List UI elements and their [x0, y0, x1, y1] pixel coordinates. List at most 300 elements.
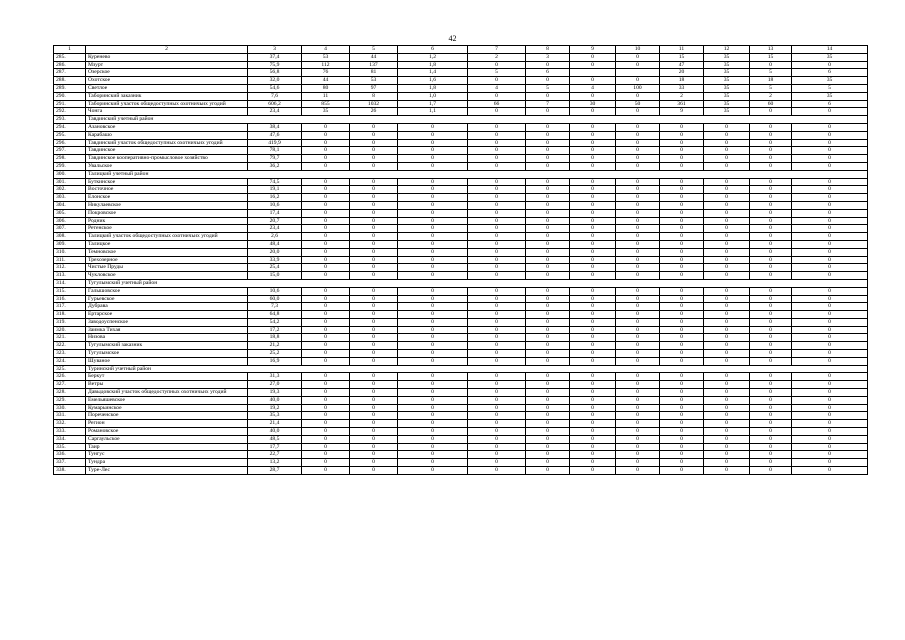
ground-name-cell: Беркут: [86, 373, 248, 381]
value-cell: 48,5: [248, 435, 302, 443]
value-cell: 0: [792, 272, 868, 280]
value-cell: 6: [526, 69, 570, 77]
value-cell: 0: [704, 404, 750, 412]
value-cell: 0: [398, 131, 468, 139]
value-cell: 0: [398, 155, 468, 163]
value-cell: 0: [350, 420, 398, 428]
value-cell: 0: [398, 162, 468, 170]
value-cell: 0: [398, 459, 468, 467]
district-heading: Тугулымский учетный район: [86, 279, 868, 287]
column-number-cell: 13: [750, 46, 792, 54]
column-number-cell: 8: [526, 46, 570, 54]
ground-name-cell: Низова: [86, 334, 248, 342]
value-cell: 7: [526, 100, 570, 108]
value-cell: 0: [792, 303, 868, 311]
value-cell: 5: [526, 84, 570, 92]
value-cell: 0: [704, 420, 750, 428]
ground-name-cell: Чистые Пруды: [86, 264, 248, 272]
value-cell: 0: [350, 303, 398, 311]
row-number-cell: 316.: [54, 295, 86, 303]
row-number-cell: 335.: [54, 443, 86, 451]
value-cell: 0: [660, 428, 704, 436]
value-cell: 0: [704, 194, 750, 202]
row-number-cell: 323.: [54, 350, 86, 358]
value-cell: 0: [398, 295, 468, 303]
value-cell: 81: [350, 69, 398, 77]
district-heading: Туринский учетный район: [86, 365, 868, 373]
value-cell: 0: [526, 61, 570, 69]
value-cell: 0: [526, 350, 570, 358]
value-cell: 0: [660, 350, 704, 358]
value-cell: 0: [570, 334, 616, 342]
page-number: 42: [448, 34, 457, 43]
table-row: [54, 162, 868, 170]
value-cell: 0: [350, 295, 398, 303]
value-cell: 0: [398, 451, 468, 459]
value-cell: 0: [750, 217, 792, 225]
value-cell: 0: [660, 131, 704, 139]
value-cell: 0: [570, 162, 616, 170]
value-cell: 0: [750, 233, 792, 241]
value-cell: 0: [570, 201, 616, 209]
value-cell: 10,6: [248, 287, 302, 295]
value-cell: 0: [704, 217, 750, 225]
value-cell: 25,2: [248, 350, 302, 358]
value-cell: 0: [660, 396, 704, 404]
table-row: [54, 123, 868, 131]
value-cell: 0: [398, 303, 468, 311]
value-cell: 0: [704, 248, 750, 256]
row-number-cell: 309.: [54, 240, 86, 248]
value-cell: 0: [350, 240, 398, 248]
value-cell: 0: [526, 217, 570, 225]
value-cell: 0: [750, 326, 792, 334]
row-number-cell: 298.: [54, 155, 86, 163]
value-cell: 0: [792, 240, 868, 248]
row-number-cell: 306.: [54, 217, 86, 225]
value-cell: 0: [468, 139, 526, 147]
district-heading: Тавдинский учетный район: [86, 116, 868, 124]
ground-name-cell: Заимка Тихая: [86, 326, 248, 334]
value-cell: 1032: [350, 100, 398, 108]
value-cell: 0: [616, 350, 660, 358]
value-cell: 0: [468, 61, 526, 69]
row-number-cell: 318.: [54, 311, 86, 319]
value-cell: 40,0: [248, 396, 302, 404]
value-cell: 0: [660, 373, 704, 381]
value-cell: 15: [750, 53, 792, 61]
value-cell: 35: [792, 92, 868, 100]
value-cell: 0: [350, 311, 398, 319]
value-cell: 0: [704, 287, 750, 295]
value-cell: 0: [350, 459, 398, 467]
value-cell: 0: [704, 389, 750, 397]
value-cell: 0: [750, 225, 792, 233]
table-row: [54, 412, 868, 420]
value-cell: 0: [468, 77, 526, 85]
value-cell: 10,6: [248, 201, 302, 209]
value-cell: 0: [350, 357, 398, 365]
value-cell: 35: [704, 84, 750, 92]
value-cell: 0: [398, 428, 468, 436]
value-cell: 0: [398, 357, 468, 365]
value-cell: 0: [792, 334, 868, 342]
value-cell: 0: [616, 139, 660, 147]
ground-name-cell: Буткинское: [86, 178, 248, 186]
table-row: [54, 373, 868, 381]
value-cell: 0: [468, 186, 526, 194]
value-cell: 0: [660, 248, 704, 256]
value-cell: 60,0: [248, 295, 302, 303]
ground-name-cell: Тавдинское кооперативно-промысловое хозяйство: [86, 155, 248, 163]
value-cell: 0: [616, 92, 660, 100]
table-row: [54, 108, 868, 116]
ground-name-cell: Емельяшевское: [86, 396, 248, 404]
value-cell: 48,4: [248, 240, 302, 248]
value-cell: 20: [660, 69, 704, 77]
row-number-cell: 317.: [54, 303, 86, 311]
row-number-cell: 292.: [54, 108, 86, 116]
value-cell: 0: [526, 77, 570, 85]
row-number-cell: 315.: [54, 287, 86, 295]
value-cell: 0: [526, 162, 570, 170]
value-cell: 0: [570, 318, 616, 326]
value-cell: 0: [570, 350, 616, 358]
value-cell: 5: [750, 69, 792, 77]
value-cell: 0: [616, 389, 660, 397]
value-cell: 0: [660, 225, 704, 233]
ground-name-cell: Ветры: [86, 381, 248, 389]
value-cell: 0: [750, 256, 792, 264]
table-row: [54, 186, 868, 194]
value-cell: 0: [616, 435, 660, 443]
value-cell: 0: [616, 108, 660, 116]
value-cell: 0: [468, 467, 526, 475]
value-cell: 0: [750, 334, 792, 342]
value-cell: 0: [468, 295, 526, 303]
value-cell: 0: [526, 326, 570, 334]
ground-name-cell: Тунгус: [86, 451, 248, 459]
value-cell: 35: [792, 77, 868, 85]
value-cell: 0: [704, 373, 750, 381]
value-cell: 0: [704, 428, 750, 436]
value-cell: 0: [792, 318, 868, 326]
value-cell: 0: [398, 420, 468, 428]
value-cell: 0: [616, 373, 660, 381]
row-number-cell: 328.: [54, 389, 86, 397]
value-cell: 0: [660, 295, 704, 303]
value-cell: 66: [468, 100, 526, 108]
value-cell: 1,8: [398, 61, 468, 69]
value-cell: 0: [750, 61, 792, 69]
ground-name-cell: Покровское: [86, 209, 248, 217]
value-cell: 0: [526, 459, 570, 467]
row-number-cell: 291.: [54, 100, 86, 108]
row-number-cell: 294.: [54, 123, 86, 131]
value-cell: 0: [750, 131, 792, 139]
row-number-cell: 296.: [54, 139, 86, 147]
value-cell: 35: [704, 69, 750, 77]
value-cell: 0: [660, 451, 704, 459]
value-cell: 50: [616, 100, 660, 108]
value-cell: 0: [616, 303, 660, 311]
value-cell: 1,2: [398, 53, 468, 61]
ground-name-cell: Давыдовский участок общедоступных охотничьих угодий: [86, 389, 248, 397]
table-row: [54, 318, 868, 326]
value-cell: 2: [468, 53, 526, 61]
table-row: [54, 287, 868, 295]
ground-name-cell: Азановское: [86, 123, 248, 131]
value-cell: 0: [750, 350, 792, 358]
value-cell: 4: [468, 84, 526, 92]
column-number-cell: 11: [660, 46, 704, 54]
value-cell: 0: [350, 155, 398, 163]
value-cell: 0: [468, 350, 526, 358]
value-cell: 0: [616, 451, 660, 459]
ground-name-cell: Трехозерное: [86, 256, 248, 264]
value-cell: 0: [750, 162, 792, 170]
value-cell: 0: [526, 357, 570, 365]
value-cell: 0: [792, 342, 868, 350]
value-cell: 0: [398, 178, 468, 186]
value-cell: 37,4: [248, 53, 302, 61]
value-cell: 0: [704, 123, 750, 131]
value-cell: 0: [570, 225, 616, 233]
value-cell: 0: [616, 295, 660, 303]
ground-name-cell: Ертарское: [86, 311, 248, 319]
value-cell: 33: [660, 84, 704, 92]
value-cell: 0: [350, 194, 398, 202]
ground-name-cell: Пореченское: [86, 412, 248, 420]
value-cell: 0: [302, 373, 350, 381]
value-cell: 17,7: [248, 443, 302, 451]
district-heading: Талицкий учетный район: [86, 170, 868, 178]
value-cell: 0: [704, 303, 750, 311]
value-cell: 0: [704, 357, 750, 365]
value-cell: 0: [616, 240, 660, 248]
table-row: [54, 264, 868, 272]
value-cell: 0: [526, 272, 570, 280]
value-cell: 17,2: [248, 326, 302, 334]
value-cell: 0: [792, 139, 868, 147]
section-row: [54, 116, 868, 124]
value-cell: 0: [302, 428, 350, 436]
value-cell: 0: [570, 357, 616, 365]
value-cell: 606,2: [248, 100, 302, 108]
value-cell: 16,2: [248, 194, 302, 202]
value-cell: 0: [526, 131, 570, 139]
value-cell: 0: [750, 420, 792, 428]
row-number-cell: 304.: [54, 201, 86, 209]
value-cell: 11: [302, 92, 350, 100]
table-row: [54, 77, 868, 85]
table-row: [54, 357, 868, 365]
value-cell: 9: [660, 108, 704, 116]
value-cell: 0: [302, 311, 350, 319]
value-cell: 0: [570, 459, 616, 467]
value-cell: 0: [350, 123, 398, 131]
value-cell: 47: [660, 61, 704, 69]
value-cell: 0: [350, 467, 398, 475]
value-cell: 5: [792, 84, 868, 92]
row-number-cell: 303.: [54, 194, 86, 202]
table-row: [54, 389, 868, 397]
value-cell: 0: [616, 264, 660, 272]
table-row: [54, 92, 868, 100]
value-cell: 0: [350, 396, 398, 404]
value-cell: 0: [468, 404, 526, 412]
value-cell: 0: [350, 428, 398, 436]
value-cell: 361: [660, 100, 704, 108]
value-cell: 0: [526, 155, 570, 163]
column-number-cell: 5: [350, 46, 398, 54]
ground-name-cell: Романовское: [86, 428, 248, 436]
value-cell: 0: [350, 287, 398, 295]
value-cell: 0: [616, 147, 660, 155]
value-cell: 0: [570, 147, 616, 155]
value-cell: 0: [350, 451, 398, 459]
value-cell: 0: [704, 350, 750, 358]
value-cell: 0: [570, 373, 616, 381]
value-cell: 0: [570, 389, 616, 397]
value-cell: 0: [350, 404, 398, 412]
value-cell: 0: [398, 443, 468, 451]
value-cell: 0: [704, 155, 750, 163]
value-cell: 0: [792, 311, 868, 319]
value-cell: 0: [660, 194, 704, 202]
value-cell: 0: [398, 123, 468, 131]
value-cell: 3: [526, 53, 570, 61]
value-cell: 0: [302, 342, 350, 350]
table-row: [54, 334, 868, 342]
value-cell: 36,2: [248, 162, 302, 170]
value-cell: 0: [792, 178, 868, 186]
ground-name-cell: Таир: [86, 443, 248, 451]
value-cell: 0: [526, 295, 570, 303]
value-cell: 0: [350, 147, 398, 155]
value-cell: 0: [398, 311, 468, 319]
value-cell: 0: [750, 194, 792, 202]
value-cell: 0: [660, 435, 704, 443]
value-cell: 0: [570, 287, 616, 295]
value-cell: 0: [660, 217, 704, 225]
row-number-cell: 286.: [54, 61, 86, 69]
row-number-cell: 334.: [54, 435, 86, 443]
table-row: [54, 201, 868, 209]
value-cell: 0: [750, 201, 792, 209]
value-cell: 19,2: [248, 404, 302, 412]
row-number-cell: 331.: [54, 412, 86, 420]
value-cell: 0: [350, 225, 398, 233]
value-cell: 15: [660, 53, 704, 61]
row-number-cell: 299.: [54, 162, 86, 170]
value-cell: 0: [750, 248, 792, 256]
table-row: [54, 194, 868, 202]
value-cell: 0: [570, 217, 616, 225]
row-number-cell: 285.: [54, 53, 86, 61]
value-cell: 1,7: [398, 100, 468, 108]
value-cell: 0: [526, 139, 570, 147]
ground-name-cell: Увальское: [86, 162, 248, 170]
value-cell: 0: [468, 381, 526, 389]
value-cell: 0: [468, 108, 526, 116]
value-cell: 0: [398, 334, 468, 342]
ground-name-cell: Охотское: [86, 77, 248, 85]
row-number-cell: 319.: [54, 318, 86, 326]
value-cell: 0: [350, 131, 398, 139]
value-cell: 0: [570, 61, 616, 69]
value-cell: 0: [302, 131, 350, 139]
value-cell: 0: [350, 381, 398, 389]
value-cell: 0: [660, 123, 704, 131]
value-cell: 0: [302, 318, 350, 326]
table-row: [54, 256, 868, 264]
value-cell: 0: [302, 256, 350, 264]
value-cell: 0: [468, 428, 526, 436]
value-cell: 0: [398, 147, 468, 155]
value-cell: 0: [570, 311, 616, 319]
value-cell: 6: [792, 69, 868, 77]
value-cell: 18: [750, 77, 792, 85]
value-cell: 0: [570, 209, 616, 217]
value-cell: 0: [616, 209, 660, 217]
value-cell: 0: [350, 162, 398, 170]
value-cell: 60: [750, 100, 792, 108]
value-cell: 0: [750, 357, 792, 365]
value-cell: 0: [350, 272, 398, 280]
value-cell: 0: [750, 295, 792, 303]
value-cell: 0: [616, 357, 660, 365]
value-cell: 0: [302, 443, 350, 451]
value-cell: 0: [660, 162, 704, 170]
value-cell: 0: [750, 389, 792, 397]
value-cell: 0: [570, 420, 616, 428]
value-cell: 0: [704, 396, 750, 404]
value-cell: 0: [704, 147, 750, 155]
value-cell: 0: [570, 412, 616, 420]
value-cell: 0: [570, 131, 616, 139]
value-cell: 0: [570, 326, 616, 334]
value-cell: 0: [660, 272, 704, 280]
value-cell: 0: [616, 186, 660, 194]
ground-name-cell: Куренево: [86, 53, 248, 61]
value-cell: 0: [526, 225, 570, 233]
table-row: [54, 155, 868, 163]
value-cell: 0: [750, 342, 792, 350]
value-cell: 0: [526, 240, 570, 248]
value-cell: 0: [302, 334, 350, 342]
value-cell: 0: [660, 139, 704, 147]
value-cell: 0: [526, 389, 570, 397]
value-cell: 0: [660, 420, 704, 428]
value-cell: 0: [704, 186, 750, 194]
value-cell: 0: [468, 303, 526, 311]
value-cell: 0: [750, 186, 792, 194]
value-cell: 31,3: [248, 373, 302, 381]
value-cell: 0: [660, 459, 704, 467]
value-cell: 0: [302, 209, 350, 217]
table-row: [54, 404, 868, 412]
value-cell: 0: [792, 412, 868, 420]
row-number-cell: 301.: [54, 178, 86, 186]
ground-name-cell: Заводоуспенское: [86, 318, 248, 326]
ground-name-cell: Гурьевское: [86, 295, 248, 303]
value-cell: 2: [750, 92, 792, 100]
value-cell: 54,2: [248, 318, 302, 326]
row-number-cell: 287.: [54, 69, 86, 77]
value-cell: 100: [616, 84, 660, 92]
value-cell: 0: [526, 467, 570, 475]
